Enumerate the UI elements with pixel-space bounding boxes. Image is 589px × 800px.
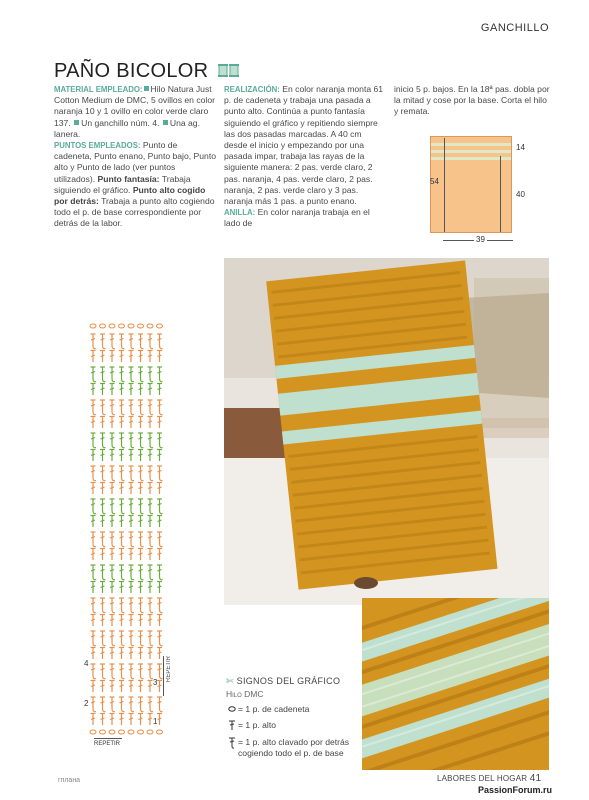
fancy-stitch-label: Punto fantasía: bbox=[97, 173, 160, 184]
back-post-stitch bbox=[157, 400, 163, 415]
double-crochet-stitch bbox=[157, 615, 162, 627]
back-post-stitch bbox=[91, 499, 97, 514]
watermark: PassionForum.ru bbox=[478, 785, 553, 795]
back-post-stitch bbox=[119, 697, 125, 712]
page-number: 41 bbox=[529, 773, 542, 784]
double-crochet-stitch bbox=[100, 417, 105, 429]
double-crochet-stitch bbox=[129, 450, 134, 462]
dimension-stripes-height: 14 bbox=[516, 143, 525, 152]
legend-item-label: = 1 p. de cadeneta bbox=[238, 704, 310, 714]
back-post-stitch bbox=[100, 565, 106, 580]
double-crochet-stitch bbox=[157, 384, 162, 396]
double-crochet-stitch bbox=[129, 351, 134, 363]
legend-title-text: SIGNOS DEL GRÁFICO bbox=[236, 676, 341, 686]
double-crochet-stitch bbox=[100, 516, 105, 528]
back-post-stitch bbox=[138, 433, 144, 448]
double-crochet-stitch bbox=[100, 615, 105, 627]
double-crochet-stitch bbox=[100, 582, 105, 594]
page-title bbox=[54, 60, 240, 83]
back-post-stitch bbox=[91, 466, 97, 481]
back-post-stitch bbox=[100, 598, 106, 613]
points-heading: PUNTOS EMPLEADOS: bbox=[54, 141, 141, 151]
back-post-stitch bbox=[148, 433, 154, 448]
chain-stitch bbox=[138, 730, 144, 734]
crochet-chart-svg bbox=[86, 320, 196, 740]
double-crochet-stitch bbox=[157, 483, 162, 495]
double-crochet-stitch bbox=[100, 681, 105, 693]
double-crochet-stitch bbox=[148, 615, 153, 627]
double-crochet-stitch bbox=[91, 450, 96, 462]
scissors-icon: ✄ bbox=[226, 676, 234, 686]
dimension-total-height: 54 bbox=[430, 177, 439, 186]
double-crochet-stitch bbox=[129, 681, 134, 693]
page-footer bbox=[437, 773, 541, 784]
back-post-stitch bbox=[157, 631, 163, 646]
chain-stitch bbox=[109, 324, 115, 328]
row-number: 2 bbox=[84, 699, 89, 708]
back-post-stitch bbox=[129, 598, 135, 613]
double-crochet-stitch bbox=[157, 450, 162, 462]
double-crochet-stitch bbox=[119, 351, 124, 363]
double-crochet-stitch bbox=[91, 384, 96, 396]
back-post-stitch bbox=[157, 367, 163, 382]
back-post-stitch bbox=[91, 631, 97, 646]
back-post-stitch bbox=[138, 565, 144, 580]
double-crochet-stitch bbox=[148, 582, 153, 594]
double-crochet-stitch bbox=[119, 648, 124, 660]
double-crochet-stitch bbox=[119, 582, 124, 594]
back-post-stitch bbox=[148, 367, 154, 382]
double-crochet-stitch bbox=[148, 516, 153, 528]
back-post-stitch bbox=[138, 697, 144, 712]
back-post-stitch bbox=[138, 499, 144, 514]
double-crochet-stitch bbox=[91, 615, 96, 627]
back-post-stitch bbox=[129, 532, 135, 547]
back-post-stitch bbox=[119, 334, 125, 349]
dimension-width: 39 bbox=[476, 235, 485, 244]
double-crochet-stitch bbox=[100, 384, 105, 396]
double-crochet-stitch bbox=[148, 714, 153, 726]
double-crochet-stitch bbox=[129, 615, 134, 627]
material-needle: Una ag. lanera. bbox=[54, 117, 200, 139]
back-post-stitch bbox=[100, 367, 106, 382]
back-post-stitch bbox=[119, 565, 125, 580]
double-crochet-stitch bbox=[91, 417, 96, 429]
back-post-stitch bbox=[100, 466, 106, 481]
back-post-stitch bbox=[119, 499, 125, 514]
double-crochet-stitch bbox=[157, 516, 162, 528]
instructions-continued: inicio 5 p. bajos. En la 18ª pas. dobla por la mitad y cose por la base. Corta el hilo y remata. bbox=[394, 84, 550, 117]
back-post-stitch bbox=[129, 334, 135, 349]
instructions-column bbox=[224, 84, 386, 230]
back-post-stitch bbox=[157, 499, 163, 514]
double-crochet-stitch bbox=[148, 351, 153, 363]
back-post-stitch bbox=[110, 334, 116, 349]
double-crochet-stitch bbox=[157, 582, 162, 594]
back-post-stitch bbox=[157, 565, 163, 580]
dimension-line bbox=[444, 138, 445, 232]
double-crochet-stitch bbox=[91, 714, 96, 726]
double-crochet-stitch bbox=[110, 582, 115, 594]
double-crochet-stitch bbox=[157, 681, 162, 693]
double-crochet-stitch bbox=[129, 582, 134, 594]
bullet-square-icon bbox=[144, 86, 149, 91]
double-crochet-stitch bbox=[138, 516, 143, 528]
back-post-stitch bbox=[157, 664, 163, 679]
double-crochet-stitch bbox=[138, 549, 143, 561]
back-post-stitch bbox=[157, 598, 163, 613]
dimension-body-height: 40 bbox=[516, 190, 525, 199]
double-crochet-stitch bbox=[110, 516, 115, 528]
back-post-stitch bbox=[110, 631, 116, 646]
back-post-stitch bbox=[148, 532, 154, 547]
back-post-stitch bbox=[129, 433, 135, 448]
row-number: 4 bbox=[84, 659, 89, 668]
double-crochet-stitch bbox=[110, 681, 115, 693]
back-post-stitch bbox=[91, 367, 97, 382]
footer-left-text: гплана bbox=[58, 777, 81, 784]
back-post-symbol-icon bbox=[226, 737, 238, 752]
ring-text: En color naranja trabaja en el lado de bbox=[224, 207, 370, 229]
stitch-detail-photo bbox=[362, 598, 549, 770]
back-post-stitch bbox=[91, 697, 97, 712]
back-post-stitch bbox=[119, 631, 125, 646]
back-post-stitch bbox=[129, 664, 135, 679]
back-post-stitch bbox=[110, 598, 116, 613]
back-post-stitch bbox=[138, 466, 144, 481]
legend-title bbox=[226, 676, 376, 687]
back-post-stitch bbox=[91, 664, 97, 679]
material-text: Hilo Natura Just Cotton Medium de DMC, 5 ovillos en color naranja 10 y 1 ovillo en color verde claro 137. bbox=[54, 84, 215, 128]
double-crochet-stitch bbox=[129, 714, 134, 726]
double-crochet-stitch bbox=[91, 351, 96, 363]
double-crochet-stitch bbox=[119, 549, 124, 561]
back-post-stitch bbox=[157, 697, 163, 712]
back-post-stitch bbox=[91, 565, 97, 580]
bullet-square-icon bbox=[74, 120, 79, 125]
double-crochet-stitch bbox=[119, 384, 124, 396]
back-post-stitch bbox=[148, 631, 154, 646]
double-crochet-stitch bbox=[129, 417, 134, 429]
double-crochet-stitch bbox=[138, 450, 143, 462]
back-post-stitch bbox=[129, 499, 135, 514]
back-post-stitch bbox=[100, 433, 106, 448]
double-crochet-stitch bbox=[129, 648, 134, 660]
double-crochet-stitch bbox=[138, 351, 143, 363]
double-crochet-stitch bbox=[100, 549, 105, 561]
bullet-square-icon bbox=[163, 120, 168, 125]
page-title-text: PAÑO BICOLOR bbox=[54, 60, 209, 82]
double-crochet-stitch bbox=[138, 417, 143, 429]
yarn-spools-icon bbox=[218, 60, 240, 83]
double-crochet-stitch bbox=[138, 615, 143, 627]
back-post-stitch bbox=[138, 598, 144, 613]
back-post-stitch bbox=[119, 400, 125, 415]
back-post-stitch bbox=[110, 466, 116, 481]
chain-stitch bbox=[119, 730, 125, 734]
double-crochet-stitch bbox=[119, 516, 124, 528]
towel-photo bbox=[224, 258, 549, 605]
back-post-stitch bbox=[157, 433, 163, 448]
double-crochet-stitch bbox=[100, 648, 105, 660]
double-crochet-stitch bbox=[91, 483, 96, 495]
back-post-stitch bbox=[91, 433, 97, 448]
back-post-stitch bbox=[129, 367, 135, 382]
back-post-stitch bbox=[148, 664, 154, 679]
back-post-stitch bbox=[100, 499, 106, 514]
double-crochet-stitch bbox=[100, 714, 105, 726]
back-post-stitch bbox=[110, 664, 116, 679]
chain-stitch bbox=[128, 730, 134, 734]
double-crochet-stitch bbox=[110, 450, 115, 462]
back-post-stitch bbox=[91, 532, 97, 547]
back-post-stitch bbox=[110, 532, 116, 547]
back-post-stitch bbox=[148, 598, 154, 613]
legend-item-label: = 1 p. alto bbox=[238, 719, 276, 730]
back-post-stitch bbox=[119, 466, 125, 481]
back-post-stitch bbox=[129, 565, 135, 580]
double-crochet-stitch bbox=[129, 549, 134, 561]
back-post-stitch bbox=[100, 400, 106, 415]
double-crochet-stitch bbox=[129, 483, 134, 495]
double-crochet-stitch bbox=[157, 549, 162, 561]
double-crochet-stitch bbox=[119, 450, 124, 462]
magazine-name: LABORES DEL HOGAR bbox=[437, 774, 528, 783]
back-post-stitch bbox=[100, 532, 106, 547]
double-crochet-stitch bbox=[138, 681, 143, 693]
back-stitch-text: Trabaja a punto alto cogiendo todo el p. de base correspondiente por detrás de la labor. bbox=[54, 196, 215, 229]
double-crochet-stitch bbox=[100, 483, 105, 495]
double-crochet-stitch bbox=[100, 351, 105, 363]
double-crochet-stitch bbox=[138, 648, 143, 660]
double-crochet-stitch bbox=[110, 714, 115, 726]
back-post-stitch bbox=[138, 664, 144, 679]
row-number: 3 bbox=[153, 678, 158, 687]
back-post-stitch bbox=[148, 334, 154, 349]
chain-stitch bbox=[147, 730, 153, 734]
back-post-stitch bbox=[157, 532, 163, 547]
chain-stitch bbox=[119, 324, 125, 328]
double-crochet-stitch bbox=[148, 648, 153, 660]
back-post-stitch bbox=[100, 631, 106, 646]
double-crochet-stitch bbox=[148, 681, 153, 693]
repeat-label-vertical: REPETIR bbox=[166, 656, 172, 683]
row-number: 1 bbox=[153, 717, 158, 726]
back-post-stitch bbox=[110, 697, 116, 712]
back-post-stitch bbox=[100, 664, 106, 679]
double-crochet-stitch bbox=[157, 417, 162, 429]
chain-stitch bbox=[157, 730, 163, 734]
material-heading: MATERIAL EMPLEADO: bbox=[54, 85, 143, 94]
double-crochet-stitch bbox=[119, 615, 124, 627]
double-crochet-stitch bbox=[91, 549, 96, 561]
double-crochet-stitch bbox=[110, 384, 115, 396]
materials-column bbox=[54, 84, 216, 230]
double-crochet-stitch bbox=[119, 714, 124, 726]
back-post-stitch bbox=[119, 433, 125, 448]
dimension-line bbox=[500, 156, 501, 232]
double-crochet-stitch bbox=[138, 483, 143, 495]
double-crochet-stitch bbox=[157, 648, 162, 660]
back-post-stitch bbox=[110, 565, 116, 580]
double-crochet-stitch bbox=[138, 384, 143, 396]
back-post-stitch bbox=[119, 367, 125, 382]
double-crochet-stitch bbox=[157, 351, 162, 363]
back-post-stitch bbox=[138, 400, 144, 415]
chain-stitch bbox=[90, 324, 96, 328]
back-post-stitch bbox=[148, 400, 154, 415]
double-crochet-stitch bbox=[129, 384, 134, 396]
double-crochet-symbol-icon bbox=[226, 720, 238, 733]
back-post-stitch bbox=[148, 565, 154, 580]
schematic-stripe bbox=[431, 157, 511, 160]
crochet-chart bbox=[86, 320, 196, 740]
double-crochet-stitch bbox=[138, 582, 143, 594]
double-crochet-stitch bbox=[91, 681, 96, 693]
back-post-stitch bbox=[138, 631, 144, 646]
chain-stitch bbox=[128, 324, 134, 328]
back-post-stitch bbox=[110, 400, 116, 415]
double-crochet-stitch bbox=[119, 483, 124, 495]
double-crochet-stitch bbox=[148, 384, 153, 396]
chain-stitch bbox=[100, 324, 106, 328]
back-post-stitch bbox=[138, 532, 144, 547]
chain-stitch bbox=[100, 730, 106, 734]
back-post-stitch bbox=[100, 334, 106, 349]
chain-symbol-icon bbox=[226, 704, 238, 715]
back-post-stitch bbox=[148, 697, 154, 712]
double-crochet-stitch bbox=[157, 714, 162, 726]
double-crochet-stitch bbox=[110, 483, 115, 495]
double-crochet-stitch bbox=[148, 450, 153, 462]
material-hook: Un ganchillo núm. 4. bbox=[81, 117, 160, 128]
chain-stitch bbox=[147, 324, 153, 328]
back-post-stitch bbox=[129, 466, 135, 481]
instructions-text: En color naranja monta 61 p. de cadeneta y trabaja una pasada a punto alto. Continúa a punto fantasía siguiendo el gráfico y repitiendo siempre las dos pasadas marcadas. A 40 cm desde el inicio y empezando por una pasada impar, trabaja las rayas de la siguiente manera: 2 pas. verde claro, 2 pas. naranja, 4 pas. verde claro, 2 pas. naranja, 2 pas. verde claro y 3 pas. naranja más 1 pas. a punto enano. bbox=[224, 84, 384, 207]
legend-subtitle: Hilo DMC bbox=[226, 689, 264, 699]
double-crochet-stitch bbox=[119, 681, 124, 693]
back-post-stitch bbox=[91, 400, 97, 415]
double-crochet-stitch bbox=[129, 516, 134, 528]
back-post-stitch bbox=[119, 664, 125, 679]
back-post-stitch bbox=[129, 697, 135, 712]
back-post-stitch bbox=[129, 631, 135, 646]
legend-item bbox=[226, 704, 376, 715]
repeat-bracket bbox=[163, 656, 164, 696]
double-crochet-stitch bbox=[148, 483, 153, 495]
double-crochet-stitch bbox=[119, 417, 124, 429]
chart-legend bbox=[226, 676, 376, 758]
instructions-heading: REALIZACIÓN: bbox=[224, 85, 280, 94]
back-post-stitch bbox=[100, 697, 106, 712]
double-crochet-stitch bbox=[110, 351, 115, 363]
double-crochet-stitch bbox=[110, 615, 115, 627]
double-crochet-stitch bbox=[91, 516, 96, 528]
legend-item bbox=[226, 720, 376, 733]
ring-heading: ANILLA: bbox=[224, 208, 256, 218]
points-text: Punto de cadeneta, Punto enano, Punto bajo, Punto alto y Punto de lado (ver puntos utilizados). bbox=[54, 140, 216, 184]
double-crochet-stitch bbox=[110, 648, 115, 660]
chain-stitch bbox=[157, 324, 163, 328]
back-post-stitch bbox=[138, 367, 144, 382]
chain-stitch bbox=[138, 324, 144, 328]
back-post-stitch bbox=[110, 499, 116, 514]
back-post-stitch bbox=[129, 400, 135, 415]
double-crochet-stitch bbox=[138, 714, 143, 726]
double-crochet-stitch bbox=[91, 582, 96, 594]
back-stitch-label: Punto alto cogido por detrás: bbox=[54, 184, 206, 207]
double-crochet-stitch bbox=[148, 549, 153, 561]
back-post-stitch bbox=[148, 499, 154, 514]
legend-item-label: = 1 p. alto clavado por detrás cogiendo todo el p. de base bbox=[238, 737, 350, 758]
schematic-stripe bbox=[431, 150, 511, 153]
back-post-stitch bbox=[148, 466, 154, 481]
double-crochet-stitch bbox=[91, 648, 96, 660]
fancy-stitch-text: Trabaja siguiendo el gráfico. bbox=[54, 173, 191, 195]
repeat-label-horizontal: REPETIR bbox=[94, 741, 121, 747]
double-crochet-stitch bbox=[100, 450, 105, 462]
repeat-bracket bbox=[94, 738, 122, 739]
chain-stitch bbox=[109, 730, 115, 734]
double-crochet-stitch bbox=[110, 549, 115, 561]
chain-stitch bbox=[90, 730, 96, 734]
schematic-stripe bbox=[431, 143, 511, 146]
back-post-stitch bbox=[110, 433, 116, 448]
back-post-stitch bbox=[157, 466, 163, 481]
double-crochet-stitch bbox=[148, 417, 153, 429]
back-post-stitch bbox=[91, 334, 97, 349]
back-post-stitch bbox=[138, 334, 144, 349]
back-post-stitch bbox=[119, 532, 125, 547]
back-post-stitch bbox=[110, 367, 116, 382]
double-crochet-stitch bbox=[110, 417, 115, 429]
back-post-stitch bbox=[119, 598, 125, 613]
section-label: GANCHILLO bbox=[480, 22, 549, 34]
back-post-stitch bbox=[157, 334, 163, 349]
back-post-stitch bbox=[91, 598, 97, 613]
legend-item bbox=[226, 737, 376, 758]
